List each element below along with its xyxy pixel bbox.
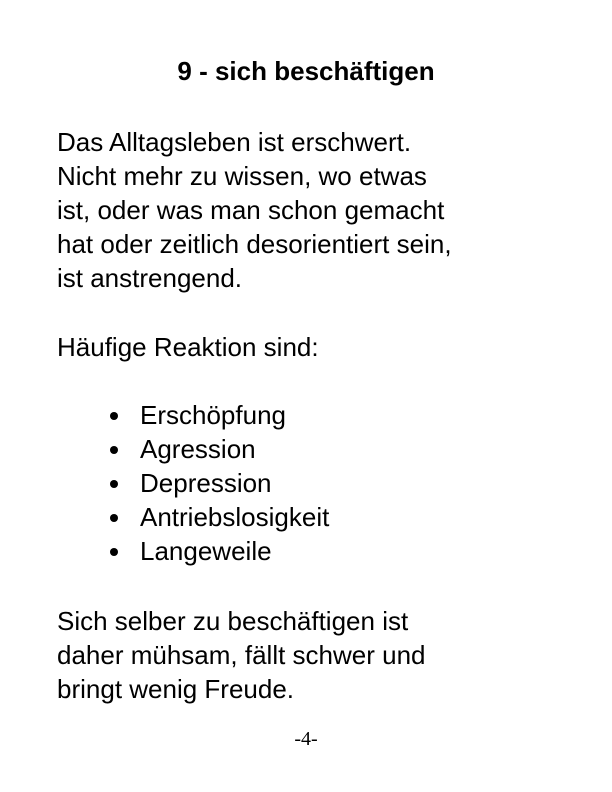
list-item	[100, 534, 329, 568]
list-item-label: Langeweile	[140, 536, 272, 566]
conclusion-line: Sich selber zu beschäftigen ist	[57, 606, 409, 636]
bullet-icon	[110, 548, 118, 556]
intro-line: ist anstrengend.	[57, 263, 243, 293]
list-item-label: Agression	[140, 434, 256, 464]
list-item	[100, 398, 329, 432]
intro-paragraph	[57, 125, 577, 295]
intro-line: ist, oder was man schon gemacht	[57, 195, 445, 225]
list-item-label: Depression	[140, 468, 272, 498]
reaction-list	[100, 398, 329, 568]
intro-line: Nicht mehr zu wissen, wo etwas	[57, 161, 427, 191]
bullet-icon	[110, 446, 118, 454]
conclusion-line: bringt wenig Freude.	[57, 674, 295, 704]
list-item	[100, 432, 329, 466]
page-title: 9 - sich beschäftigen	[177, 56, 435, 86]
list-item	[100, 500, 329, 534]
page-number: -4-	[294, 728, 318, 750]
bullet-icon	[110, 514, 118, 522]
conclusion-line: daher mühsam, fällt schwer und	[57, 640, 426, 670]
bullet-icon	[110, 412, 118, 420]
bullet-icon	[110, 480, 118, 488]
intro-line: Das Alltagsleben ist erschwert.	[57, 127, 412, 157]
list-item-label: Erschöpfung	[140, 400, 286, 430]
list-item-label: Antriebslosigkeit	[140, 502, 330, 532]
conclusion-paragraph	[57, 604, 577, 706]
intro-line: hat oder zeitlich desorientiert sein,	[57, 229, 452, 259]
reactions-heading: Häufige Reaktion sind:	[57, 332, 319, 362]
list-item	[100, 466, 329, 500]
